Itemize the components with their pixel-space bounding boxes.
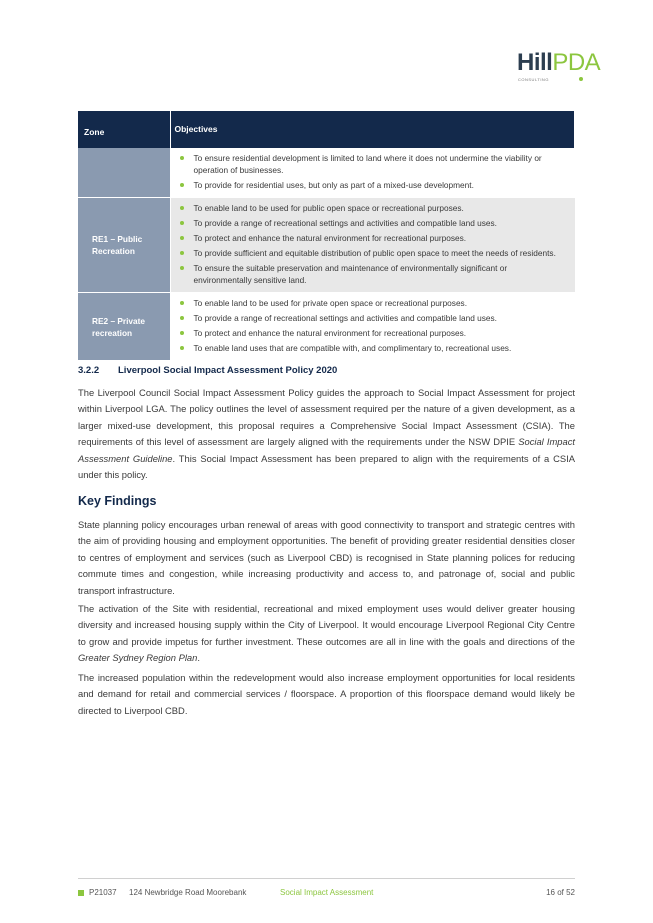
guideline-title: Social Impact Assessment Guideline	[78, 436, 575, 464]
objective-text: To enable land to be used for private open space or recreational purposes.	[193, 298, 468, 308]
section-heading	[78, 365, 337, 376]
bullet-icon	[180, 236, 184, 240]
key-findings-paragraph-2	[78, 601, 575, 667]
footer-doc-title: Social Impact Assessment	[280, 888, 374, 897]
objective-text: To provide a range of recreational settings and activities and compatible land uses.	[193, 218, 497, 228]
bullet-icon	[180, 316, 184, 320]
logo-dot-icon	[579, 77, 583, 81]
zone-column-header: Zone	[78, 111, 170, 148]
hillpda-logo	[517, 50, 609, 84]
zone-cell: RE2 – Private recreation	[78, 293, 170, 361]
key-findings-paragraph-1: State planning policy encourages urban renewal of areas with good connectivity to transport and strategic centres with the aim of providing housing and employment opportunities. The benefit of providing greater residential densities closer to centres of employment and services (such as Liverpool CBD) is recognised in State planning polices for reducing commute times and congestion, while increasing productivity and access to, and patronage of, social and public transport infrastructure.	[78, 519, 575, 596]
objective-text: To enable land to be used for public open space or recreational purposes.	[193, 203, 464, 213]
objectives-cell	[170, 198, 575, 293]
objective-item	[179, 327, 565, 339]
objective-text: To ensure the suitable preservation and maintenance of environmentally significant or environmentally sensitive land.	[193, 263, 508, 285]
key-findings-heading: Key Findings	[78, 494, 157, 508]
logo-tagline: CONSULTING	[518, 77, 549, 82]
footer-project-ref: P21037	[89, 888, 117, 897]
section-number: 3.2.2	[78, 365, 100, 376]
objective-text: To protect and enhance the natural environment for recreational purposes.	[193, 233, 467, 243]
bullet-icon	[180, 346, 184, 350]
objective-item	[179, 342, 565, 354]
bullet-icon	[180, 221, 184, 225]
paragraph-text: The Liverpool Council Social Impact Assessment Policy guides the approach to Social Impact Assessment for project within Liverpool LGA. The policy outlines the level of assessment required per the nature of a given development, as a larger mixed-use development, this proposal requires a Comprehensive Social Impact Assessment (CSIA). The requirements of this level of assessment are largely aligned with the requirements under the NSW DPIE	[78, 387, 575, 448]
objectives-cell	[170, 293, 575, 361]
objective-item	[179, 202, 565, 214]
objective-item	[179, 262, 565, 286]
table-header-row	[78, 111, 575, 148]
objective-text: To protect and enhance the natural environment for recreational purposes.	[193, 328, 467, 338]
paragraph-text: . This Social Impact Assessment has been prepared to align with the requirements of a CSIA under this policy.	[78, 452, 575, 481]
logo-wordmark	[517, 50, 600, 76]
objective-item	[179, 247, 565, 259]
objective-item	[179, 297, 565, 309]
table-row	[78, 293, 575, 361]
objective-item	[179, 312, 565, 324]
objectives-column-header: Objectives	[170, 111, 575, 148]
footer-page-number: 16 of 52	[546, 888, 575, 897]
policy-paragraph	[78, 385, 575, 483]
zoning-objectives-table	[78, 111, 575, 361]
paragraph-text: .	[197, 652, 200, 664]
zone-cell: RE1 – Public Recreation	[78, 198, 170, 293]
objectives-cell	[170, 148, 575, 198]
bullet-icon	[180, 266, 184, 270]
logo-pda: PDA	[552, 49, 601, 76]
objective-text: To provide sufficient and equitable distribution of public open space to meet the needs of residents.	[193, 248, 556, 258]
objective-text: To provide a range of recreational settings and activities and compatible land uses.	[193, 313, 497, 323]
bullet-icon	[180, 301, 184, 305]
objective-text: To provide for residential uses, but only as part of a mixed-use development.	[193, 180, 474, 190]
bullet-icon	[180, 251, 184, 255]
objective-text: To ensure residential development is limited to land where it does not undermine the viability or operation of businesses.	[193, 153, 542, 175]
objective-item	[179, 232, 565, 244]
footer-address: 124 Newbridge Road Moorebank	[129, 888, 247, 897]
table-row	[78, 198, 575, 293]
objective-item	[179, 152, 565, 176]
plan-title: Greater Sydney Region Plan	[78, 652, 198, 664]
table-row	[78, 148, 575, 198]
footer-divider	[78, 878, 575, 879]
footer-square-icon	[78, 890, 84, 896]
bullet-icon	[180, 183, 184, 187]
page-footer	[78, 886, 575, 900]
zone-cell	[78, 148, 170, 198]
objective-text: To enable land uses that are compatible with, and complimentary to, recreational uses.	[193, 343, 512, 353]
objective-item	[179, 179, 565, 191]
bullet-icon	[180, 156, 184, 160]
bullet-icon	[180, 206, 184, 210]
key-findings-paragraph-3: The increased population within the redevelopment would also increase employment opportunities for local residents and demand for retail and commercial services / floorspace. A proportion of this floorspace demand would likely be directed to Liverpool CBD.	[78, 672, 575, 716]
bullet-icon	[180, 331, 184, 335]
logo-hill: Hill	[517, 49, 553, 76]
objective-item	[179, 217, 565, 229]
section-title: Liverpool Social Impact Assessment Policy 2020	[118, 365, 338, 376]
paragraph-text: The activation of the Site with residential, recreational and mixed employment uses would deliver greater housing diversity and increased housing supply within the City of Liverpool. It would encourage Liverpool Regional City Centre to grow and provide impetus for further investment. These outcomes are all in line with the goals and directions of the	[78, 603, 575, 647]
